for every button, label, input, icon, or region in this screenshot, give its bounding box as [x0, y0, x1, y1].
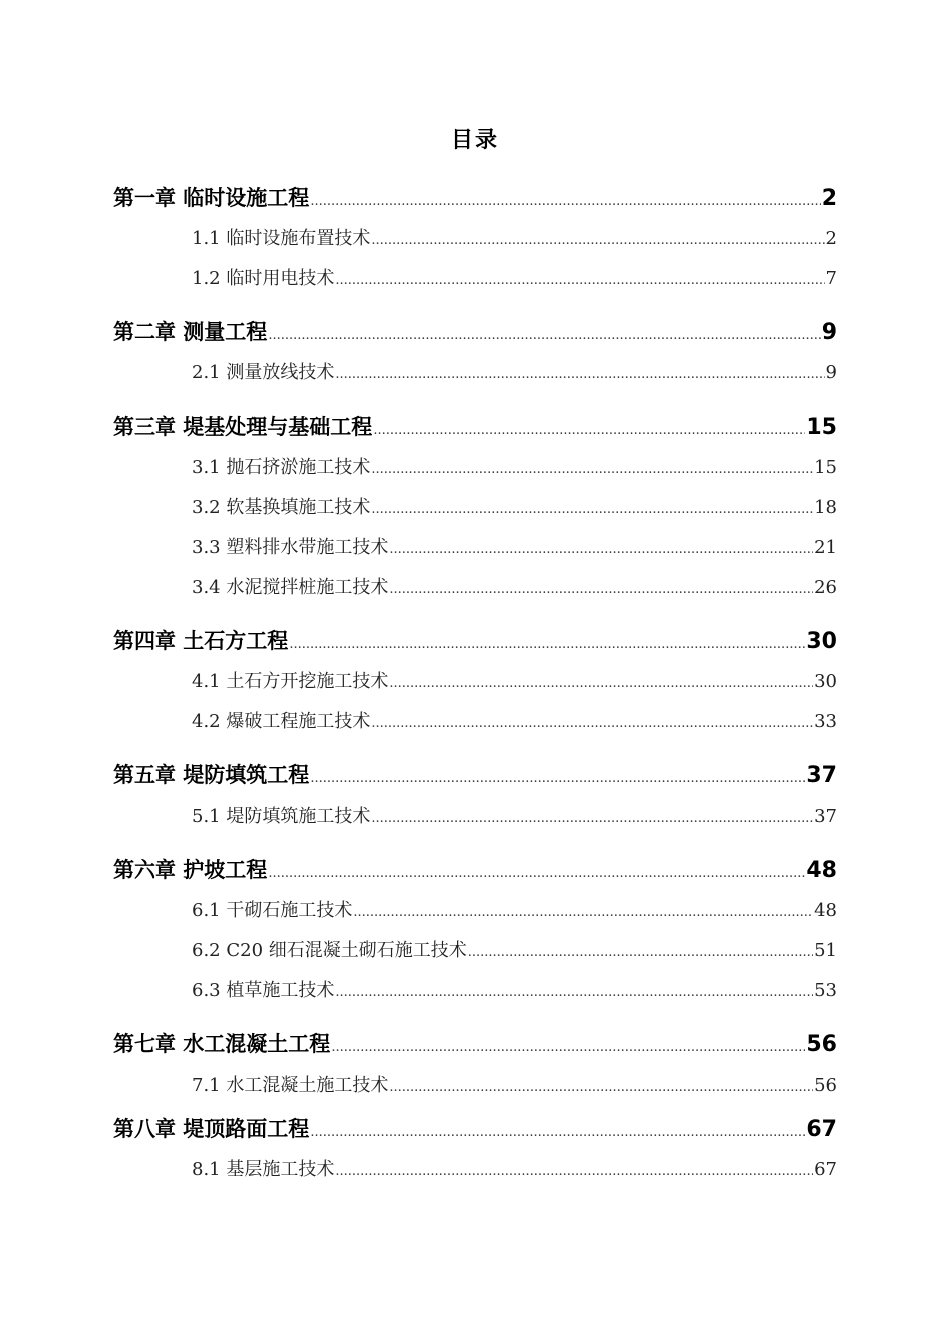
toc-chapter-5[interactable]	[113, 758, 837, 792]
toc-chapter-6[interactable]	[113, 853, 837, 887]
dot-leader	[289, 628, 805, 662]
section-label: 8.1 基层施工技术	[192, 1159, 335, 1180]
toc-section-6-3[interactable]	[192, 976, 837, 1006]
chapter-page-number: 48	[806, 858, 837, 883]
section-page-number: 15	[814, 457, 837, 478]
dot-leader	[371, 709, 813, 739]
dot-leader	[335, 266, 824, 296]
chapter-label: 第二章 测量工程	[113, 320, 268, 344]
dot-leader	[335, 360, 824, 390]
section-label: 1.2 临时用电技术	[192, 268, 335, 289]
section-page-number: 37	[814, 806, 837, 827]
toc-section-6-2[interactable]	[192, 936, 837, 966]
toc-section-5-1[interactable]	[192, 802, 837, 832]
chapter-page-number: 67	[806, 1117, 837, 1142]
chapter-label: 第七章 水工混凝土工程	[113, 1032, 331, 1056]
toc-title: 目录	[450, 128, 499, 153]
toc-section-7-1[interactable]	[192, 1071, 837, 1101]
section-page-number: 18	[814, 497, 837, 518]
section-label: 1.1 临时设施布置技术	[192, 228, 371, 249]
toc-chapter-4[interactable]	[113, 624, 837, 658]
toc-chapter-2[interactable]	[113, 315, 837, 349]
dot-leader	[371, 455, 813, 485]
section-page-number: 48	[814, 900, 837, 921]
dot-leader	[268, 857, 805, 891]
section-page-number: 9	[825, 362, 837, 383]
dot-leader	[310, 1116, 805, 1150]
section-label: 6.2 C20 细石混凝土砌石施工技术	[192, 940, 467, 961]
section-label: 7.1 水工混凝土施工技术	[192, 1075, 389, 1096]
section-page-number: 26	[814, 577, 837, 598]
chapter-page-number: 56	[806, 1032, 837, 1057]
chapter-label: 第五章 堤防填筑工程	[113, 763, 310, 787]
section-page-number: 21	[814, 537, 837, 558]
toc-chapter-8[interactable]	[113, 1112, 837, 1146]
toc-section-3-1[interactable]	[192, 453, 837, 483]
chapter-page-number: 30	[806, 629, 837, 654]
dot-leader	[389, 575, 813, 605]
toc-section-4-2[interactable]	[192, 707, 837, 737]
chapter-page-number: 15	[806, 415, 837, 440]
dot-leader	[389, 669, 813, 699]
section-label: 4.1 土石方开挖施工技术	[192, 671, 389, 692]
dot-leader	[371, 226, 824, 256]
dot-leader	[389, 1073, 813, 1103]
section-label: 4.2 爆破工程施工技术	[192, 711, 371, 732]
section-label: 2.1 测量放线技术	[192, 362, 335, 383]
chapter-label: 第一章 临时设施工程	[113, 186, 310, 210]
dot-leader	[353, 898, 813, 928]
dot-leader	[310, 185, 820, 219]
toc-chapter-7[interactable]	[113, 1027, 837, 1061]
chapter-page-number: 2	[821, 186, 837, 211]
dot-leader	[331, 1031, 805, 1065]
toc-section-1-1[interactable]	[192, 224, 837, 254]
toc-section-3-4[interactable]	[192, 573, 837, 603]
section-label: 3.2 软基换填施工技术	[192, 497, 371, 518]
dot-leader	[371, 804, 813, 834]
toc-section-8-1[interactable]	[192, 1155, 837, 1185]
toc-section-2-1[interactable]	[192, 358, 837, 388]
chapter-page-number: 37	[806, 763, 837, 788]
chapter-label: 第六章 护坡工程	[113, 858, 268, 882]
toc-section-3-3[interactable]	[192, 533, 837, 563]
dot-leader	[389, 535, 813, 565]
chapter-label: 第四章 土石方工程	[113, 629, 289, 653]
section-label: 3.3 塑料排水带施工技术	[192, 537, 389, 558]
chapter-page-number: 9	[821, 320, 837, 345]
dot-leader	[371, 495, 813, 525]
section-page-number: 33	[814, 711, 837, 732]
toc-section-3-2[interactable]	[192, 493, 837, 523]
chapter-label: 第八章 堤顶路面工程	[113, 1117, 310, 1141]
dot-leader	[335, 978, 813, 1008]
section-page-number: 56	[814, 1075, 837, 1096]
toc-chapter-1[interactable]	[113, 181, 837, 215]
section-label: 5.1 堤防填筑施工技术	[192, 806, 371, 827]
dot-leader	[335, 1157, 813, 1187]
section-page-number: 2	[825, 228, 837, 249]
toc-section-4-1[interactable]	[192, 667, 837, 697]
section-label: 3.1 抛石挤淤施工技术	[192, 457, 371, 478]
section-page-number: 7	[825, 268, 837, 289]
dot-leader	[468, 938, 813, 968]
section-label: 6.1 干砌石施工技术	[192, 900, 353, 921]
section-page-number: 67	[814, 1159, 837, 1180]
section-page-number: 53	[814, 980, 837, 1001]
section-page-number: 51	[814, 940, 837, 961]
toc-section-1-2[interactable]	[192, 264, 837, 294]
dot-leader	[268, 319, 820, 353]
toc-section-6-1[interactable]	[192, 896, 837, 926]
section-page-number: 30	[814, 671, 837, 692]
section-label: 3.4 水泥搅拌桩施工技术	[192, 577, 389, 598]
chapter-label: 第三章 堤基处理与基础工程	[113, 415, 373, 439]
dot-leader	[373, 414, 805, 448]
section-label: 6.3 植草施工技术	[192, 980, 335, 1001]
dot-leader	[310, 762, 805, 796]
toc-chapter-3[interactable]	[113, 410, 837, 444]
